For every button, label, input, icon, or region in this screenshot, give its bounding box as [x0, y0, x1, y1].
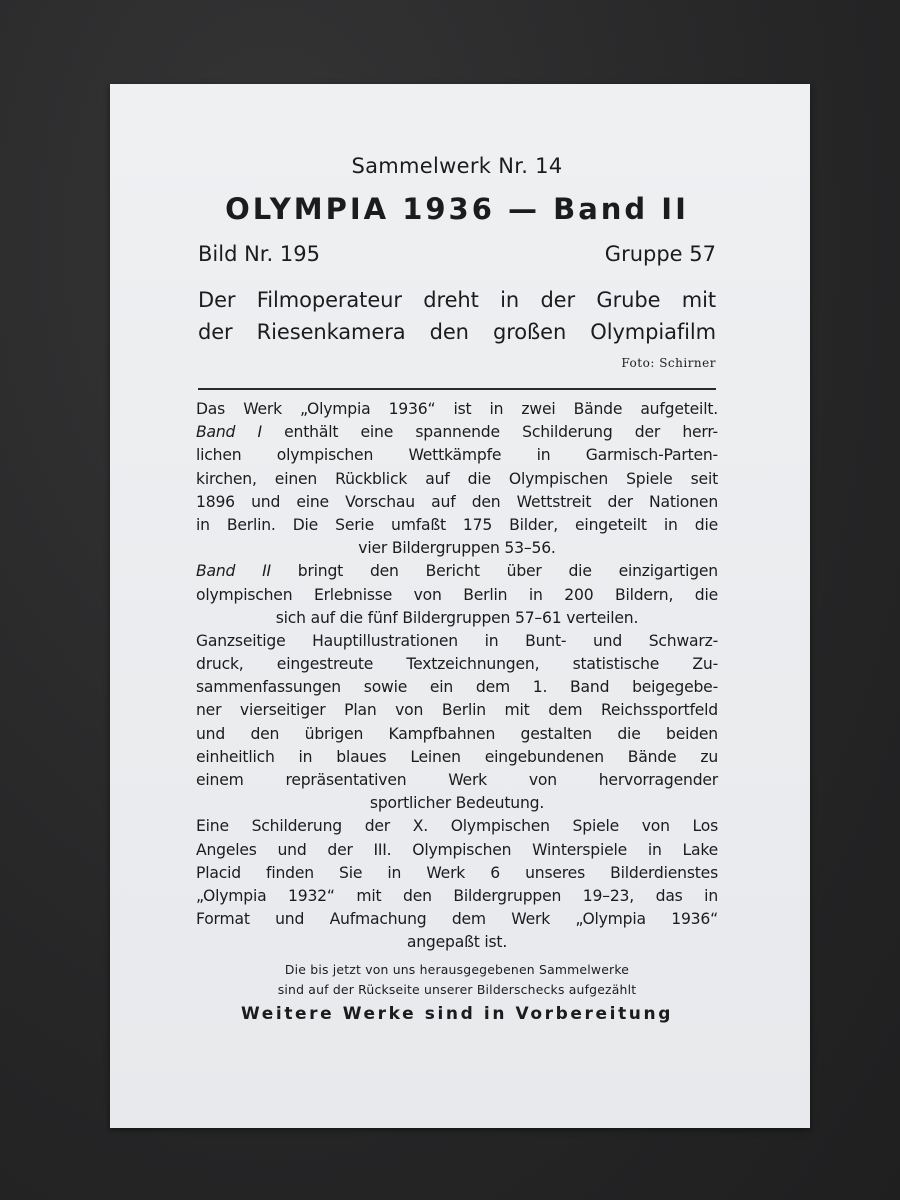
text-line: 1896 und eine Vorschau auf den Wettstreit der Nationen	[196, 492, 718, 511]
band-label: Band I	[196, 423, 262, 442]
text-line: Eine Schilderung der X. Olympischen Spiele von Los	[196, 817, 718, 836]
footer-text: Weitere Werke sind in Vorbereitung	[241, 1004, 673, 1024]
band-label: Band II	[196, 562, 271, 581]
card-content	[198, 84, 716, 1128]
text-line	[196, 560, 718, 583]
caption-line: Der Filmoperateur dreht in der Grube mit	[198, 288, 716, 312]
text-line: lichen olympischen Wettkämpfe in Garmisch-Parten-	[196, 446, 718, 465]
text-line: sammenfassungen sowie ein dem 1. Band beigegebe-	[196, 678, 718, 697]
text-line	[196, 421, 718, 444]
text-line: sportlicher Bedeutung.	[369, 794, 545, 813]
text-line: angepaßt ist.	[406, 933, 508, 952]
text-line: „Olympia 1932“ mit den Bildergruppen 19–23, das in	[196, 886, 718, 905]
picture-caption	[198, 284, 716, 348]
text-line: in Berlin. Die Serie umfaßt 175 Bilder, eingeteilt in die	[196, 515, 718, 534]
text-line: einem repräsentativen Werk von hervorragender	[196, 771, 718, 789]
text-line: vier Bildergruppen 53–56.	[358, 539, 556, 558]
photo-credit: Foto: Schirner	[621, 356, 716, 370]
card-title: OLYMPIA 1936 — Band II	[225, 192, 689, 226]
description-text	[196, 398, 718, 955]
text-line: druck, eingestreute Textzeichnungen, statistische Zu-	[196, 655, 718, 674]
note-line: sind auf der Rückseite unserer Bilderschecks aufgezählt	[277, 982, 637, 997]
text-line: Angeles und der III. Olympischen Winterspiele in Lake	[196, 840, 718, 859]
text-line: ner vierseitiger Plan von Berlin mit dem Reichssportfeld	[196, 701, 718, 720]
group-number: Gruppe 57	[604, 242, 716, 266]
text-line: einheitlich in blaues Leinen eingebundenen Bände zu	[196, 747, 718, 766]
publisher-note	[198, 960, 716, 1000]
text-fragment: enthält eine spannende Schilderung der herr-	[261, 423, 718, 442]
text-line: olympischen Erlebnisse von Berlin in 200 Bildern, die	[196, 585, 718, 604]
text-line: Das Werk „Olympia 1936“ ist in zwei Bände aufgeteilt.	[196, 400, 718, 418]
text-line: kirchen, einen Rückblick auf die Olympischen Spiele seit	[196, 469, 718, 488]
divider-rule	[198, 388, 716, 390]
text-line: und den übrigen Kampfbahnen gestalten die beiden	[196, 724, 718, 743]
collector-card-back	[110, 84, 810, 1128]
text-fragment: bringt den Bericht über die einzigartigen	[270, 562, 718, 581]
text-line: Placid finden Sie in Werk 6 unseres Bilderdienstes	[196, 863, 718, 882]
text-line: Ganzseitige Hauptillustrationen in Bunt- und Schwarz-	[196, 631, 718, 650]
series-number: Sammelwerk Nr. 14	[351, 154, 563, 178]
text-line: Format und Aufmachung dem Werk „Olympia 1936“	[196, 910, 718, 929]
caption-line: der Riesenkamera den großen Olympiafilm	[198, 320, 716, 344]
picture-number: Bild Nr. 195	[198, 242, 320, 266]
picture-info-row	[198, 242, 716, 266]
note-line: Die bis jetzt von uns herausgegebenen Sammelwerke	[284, 962, 630, 977]
text-line: sich auf die fünf Bildergruppen 57–61 verteilen.	[275, 608, 639, 627]
